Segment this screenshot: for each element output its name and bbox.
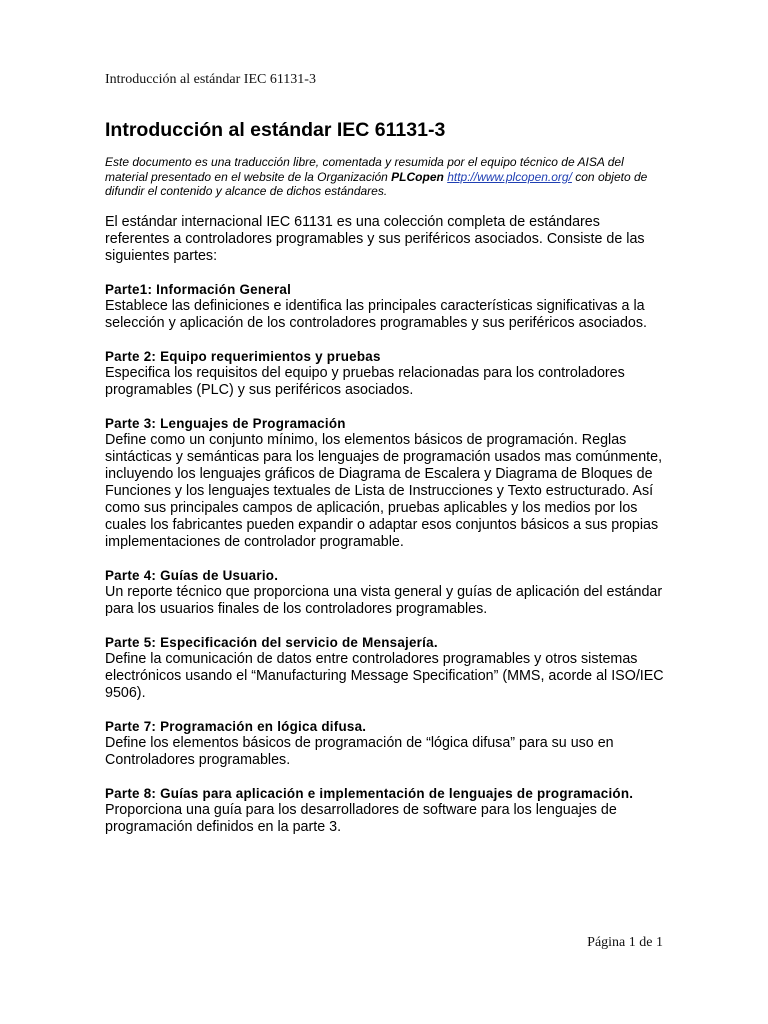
section-part-3 xyxy=(105,415,665,551)
section-part-7 xyxy=(105,718,665,769)
intro-paragraph xyxy=(105,155,665,199)
section-body: Proporciona una guía para los desarrolladores de software para los lenguajes de programación definidos en la parte 3. xyxy=(105,801,617,835)
section-title: Parte 2: Equipo requerimientos y pruebas xyxy=(105,348,381,364)
plcopen-link[interactable]: http://www.plcopen.org/ xyxy=(447,169,572,184)
lead-paragraph: El estándar internacional IEC 61131 es una colección completa de estándares referentes a controladores programables y sus periféricos asociados. Consiste de las siguientes partes: xyxy=(105,213,645,264)
intro-text-before: Este documento es una traducción libre, comentada y resumida por el equipo técnico de AISA del material presentado en el website de la Organización xyxy=(105,155,624,184)
section-title: Parte 3: Lenguajes de Programación xyxy=(105,415,346,431)
section-part-1 xyxy=(105,281,665,332)
org-name: PLCopen xyxy=(391,169,444,184)
document-body xyxy=(105,117,665,836)
section-part-4 xyxy=(105,567,665,618)
section-body: Define la comunicación de datos entre controladores programables y otros sistemas electrónicos usando el “Manufacturing Message Specification” (MMS, acorde al ISO/IEC 9506). xyxy=(105,650,664,701)
section-body: Define como un conjunto mínimo, los elementos básicos de programación. Reglas sintácticas y semánticas para los lenguajes de programación usados mas comúnmente, incluyendo los lenguajes gráficos de Diagrama de Escalera y Diagrama de Bloques de Funciones y los lenguajes textuales de Lista de Instrucciones y Texto estructurado. Así como sus principales campos de aplicación, pruebas aplicables y los medios por los cuales los fabricantes pueden expandir o adaptar esos conjuntos básicos a sus propias implementaciones de controlador programable. xyxy=(105,431,663,550)
section-body: Especifica los requisitos del equipo y pruebas relacionadas para los controladores programables (PLC) y sus periféricos asociados. xyxy=(105,364,625,398)
section-title: Parte 4: Guías de Usuario. xyxy=(105,567,279,583)
section-title: Parte 5: Especificación del servicio de Mensajería. xyxy=(105,634,438,650)
running-header: Introducción al estándar IEC 61131-3 xyxy=(105,72,316,87)
section-title: Parte 8: Guías para aplicación e implementación de lenguajes de programación. xyxy=(105,785,634,801)
section-part-8 xyxy=(105,785,665,836)
section-body: Un reporte técnico que proporciona una vista general y guías de aplicación del estándar para los usuarios finales de los controladores programables. xyxy=(105,583,663,617)
section-part-5 xyxy=(105,634,665,702)
section-title: Parte1: Información General xyxy=(105,281,292,297)
section-title: Parte 7: Programación en lógica difusa. xyxy=(105,718,367,734)
page-number: Página 1 de 1 xyxy=(587,935,663,950)
section-body: Define los elementos básicos de programación de “lógica difusa” para su uso en Controladores programables. xyxy=(105,734,614,768)
section-part-2 xyxy=(105,348,665,399)
section-body: Establece las definiciones e identifica las principales características significativas a la selección y aplicación de los controladores programables y sus periféricos asociados. xyxy=(105,297,647,331)
document-title: Introducción al estándar IEC 61131-3 xyxy=(105,119,446,141)
intro-text-after: con objeto de difundir el contenido y alcance de dichos estándares. xyxy=(105,169,648,198)
